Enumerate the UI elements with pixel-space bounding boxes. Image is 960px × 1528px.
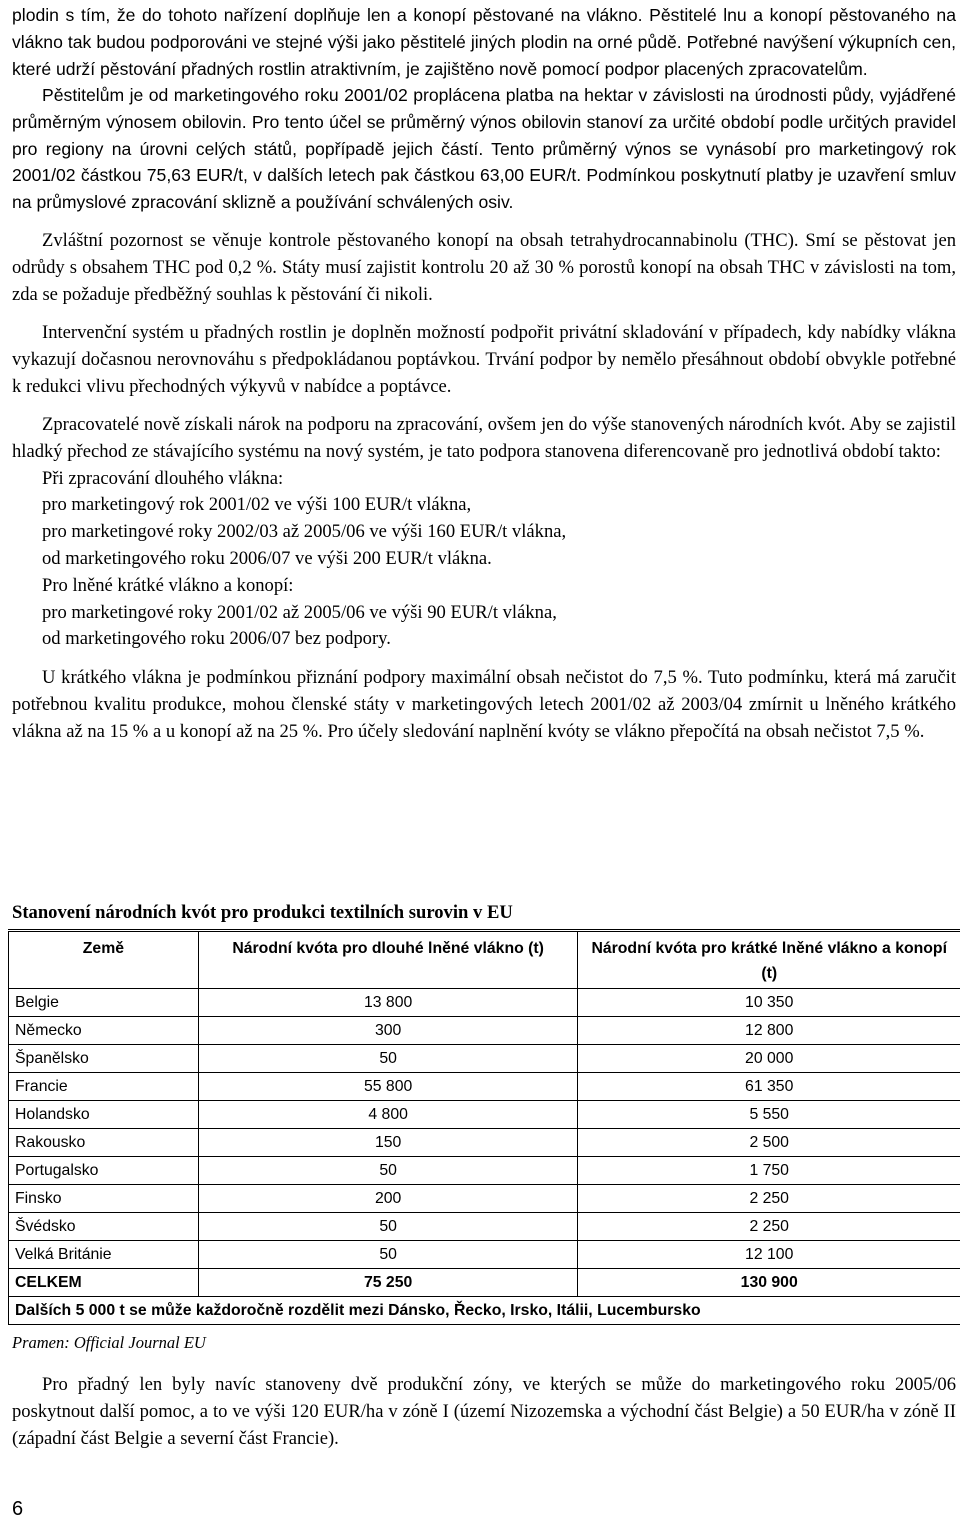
table-note: Dalších 5 000 t se může každoročně rozdělit mezi Dánsko, Řecko, Irsko, Itálii, Lucembursko bbox=[9, 1297, 960, 1325]
list-line: pro marketingové roky 2002/03 až 2005/06 ve výši 160 EUR/t vlákna, bbox=[42, 521, 567, 543]
cell-country: Belgie bbox=[9, 989, 199, 1017]
paragraph-short-fibre bbox=[12, 665, 956, 745]
table-source: Pramen: Official Journal EU bbox=[12, 1333, 206, 1352]
cell-short-fibre: 2 500 bbox=[578, 1129, 960, 1157]
header-long-fibre: Národní kvóta pro dlouhé lněné vlákno (t) bbox=[198, 931, 578, 989]
cell-short-fibre: 10 350 bbox=[578, 989, 960, 1017]
cell-short-fibre: 2 250 bbox=[578, 1185, 960, 1213]
header-short-fibre: Národní kvóta pro krátké lněné vlákno a konopí (t) bbox=[578, 931, 960, 989]
quota-table bbox=[8, 929, 960, 1325]
cell-total-short: 130 900 bbox=[578, 1269, 960, 1297]
cell-short-fibre: 2 250 bbox=[578, 1213, 960, 1241]
cell-short-fibre: 12 800 bbox=[578, 1017, 960, 1045]
paragraph-text: Pro přadný len byly navíc stanoveny dvě produkční zóny, ve kterých se může do marketingového roku 2005/06 poskytnout další pomoc, a to ve výši 120 EUR/ha v zóně I (území Nizozemska a východní část Belgie) a 50 EUR/ha v zóně II (západní část Belgie a severní část Francie). bbox=[12, 1374, 956, 1449]
cell-country: Německo bbox=[9, 1017, 199, 1045]
cell-country: Finsko bbox=[9, 1185, 199, 1213]
cell-country: Rakousko bbox=[9, 1129, 199, 1157]
cell-short-fibre: 61 350 bbox=[578, 1073, 960, 1101]
paragraph-processing bbox=[12, 412, 956, 653]
cell-country: Holandsko bbox=[9, 1101, 199, 1129]
cell-long-fibre: 4 800 bbox=[198, 1101, 578, 1129]
paragraph-text: Intervenční systém u přadných rostlin je doplněn možností podpořit privátní skladování v případech, kdy nabídky vlákna vykazují dočasnou nerovnováhu s předpokládanou poptávkou. Trvání podpor by nemělo přesáhnout období obvykle potřebné k redukci vlivu přechodných výkyvů v nabídce a poptávce. bbox=[12, 322, 956, 397]
table-row bbox=[9, 1101, 960, 1129]
list-line: od marketingového roku 2006/07 ve výši 200 EUR/t vlákna. bbox=[42, 547, 492, 569]
list-line: Při zpracování dlouhého vlákna: bbox=[42, 467, 284, 489]
cell-long-fibre: 55 800 bbox=[198, 1073, 578, 1101]
table-header-row bbox=[9, 931, 960, 989]
cell-country: Portugalsko bbox=[9, 1157, 199, 1185]
list-line: pro marketingový rok 2001/02 ve výši 100 EUR/t vlákna, bbox=[42, 494, 472, 516]
cell-country: Španělsko bbox=[9, 1045, 199, 1073]
cell-long-fibre: 300 bbox=[198, 1017, 578, 1045]
cell-long-fibre: 50 bbox=[198, 1241, 578, 1269]
paragraph-intro bbox=[12, 2, 956, 82]
cell-long-fibre: 200 bbox=[198, 1185, 578, 1213]
cell-country: Velká Británie bbox=[9, 1241, 199, 1269]
cell-long-fibre: 13 800 bbox=[198, 989, 578, 1017]
page-number: 6 bbox=[12, 1498, 24, 1520]
cell-short-fibre: 12 100 bbox=[578, 1241, 960, 1269]
cell-long-fibre: 50 bbox=[198, 1157, 578, 1185]
paragraph-thc bbox=[12, 228, 956, 308]
list-line: pro marketingové roky 2001/02 až 2005/06 ve výši 90 EUR/t vlákna, bbox=[42, 601, 557, 623]
cell-country: Švédsko bbox=[9, 1213, 199, 1241]
table-row bbox=[9, 1157, 960, 1185]
list-line: od marketingového roku 2006/07 bez podpory. bbox=[42, 628, 391, 650]
paragraph-text: Pěstitelům je od marketingového roku 2001/02 proplácena platba na hektar v závislosti na úrodnosti půdy, vyjádřené průměrným výnosem obilovin. Pro tento účel se průměrný výnos obilovin stanoví za určité období podle určitých pravidel pro regiony na úrovni celých států, popřípadě jejich částí. Tento průměrný výnos se vynásobí pro marketingový rok 2001/02 částkou 75,63 EUR/t, v dalších letech pak částkou 63,00 EUR/t. Podmínkou poskytnutí platby je uzavření smluv na průmyslové zpracování sklizně a používání schválených osiv. bbox=[12, 85, 956, 213]
paragraph-zones bbox=[12, 1372, 956, 1452]
header-country: Země bbox=[9, 931, 199, 989]
cell-short-fibre: 5 550 bbox=[578, 1101, 960, 1129]
table-total-row bbox=[9, 1269, 960, 1297]
paragraph-intervention bbox=[12, 320, 956, 400]
paragraph-text: Zpracovatelé nově získali nárok na podporu na zpracování, ovšem jen do výše stanovených národních kvót. Aby se zajistil hladký přechod ze stávajícího systému na nový systém, je tato podpora stanovena diferencovaně pro jednotlivá období takto: bbox=[12, 414, 956, 462]
cell-total-long: 75 250 bbox=[198, 1269, 578, 1297]
paragraph-text: U krátkého vlákna je podmínkou přiznání podpory maximální obsah nečistot do 7,5 %. Tuto podmínku, která má zaručit potřebnou kvalitu produkce, mohou členské státy v marketingových letech 2001/02 až 2003/04 zmírnit u lněného krátkého vlákna až na 15 % a u konopí až na 25 %. Pro účely sledování naplnění kvóty se vlákno přepočítá na obsah nečistot 7,5 %. bbox=[12, 667, 956, 742]
cell-short-fibre: 20 000 bbox=[578, 1045, 960, 1073]
cell-short-fibre: 1 750 bbox=[578, 1157, 960, 1185]
cell-total-label: CELKEM bbox=[9, 1269, 199, 1297]
cell-country: Francie bbox=[9, 1073, 199, 1101]
table-row bbox=[9, 1045, 960, 1073]
table-row bbox=[9, 1185, 960, 1213]
table-row bbox=[9, 1129, 960, 1157]
table-row bbox=[9, 1017, 960, 1045]
cell-long-fibre: 50 bbox=[198, 1213, 578, 1241]
table-row bbox=[9, 989, 960, 1017]
paragraph-payment bbox=[12, 82, 956, 216]
table-row bbox=[9, 1073, 960, 1101]
table-row bbox=[9, 1241, 960, 1269]
cell-long-fibre: 50 bbox=[198, 1045, 578, 1073]
paragraph-text: Zvláštní pozornost se věnuje kontrole pěstovaného konopí na obsah tetrahydrocannabinolu (THC). Smí se pěstovat jen odrůdy s obsahem THC pod 0,2 %. Státy musí zajistit kontrolu 20 až 30 % porostů konopí na obsah THC v závislosti na tom, zda se požaduje předběžný souhlas k pěstování či nikoli. bbox=[12, 230, 956, 305]
table-title: Stanovení národních kvót pro produkci textilních surovin v EU bbox=[12, 902, 513, 923]
paragraph-text: plodin s tím, že do tohoto nařízení doplňuje len a konopí pěstované na vlákno. Pěstitelé lnu a konopí pěstovaného na vlákno tak budou podporováni ve stejné výši jako pěstitelé jiných plodin na orné půdě. Potřebné navýšení výkupních cen, které udrží pěstování přadných rostlin atraktivním, je zajištěno nově pomocí podpor placených zpracovatelům. bbox=[12, 5, 956, 79]
table-row bbox=[9, 1213, 960, 1241]
table-note-row bbox=[9, 1297, 960, 1325]
list-line: Pro lněné krátké vlákno a konopí: bbox=[42, 574, 294, 596]
cell-long-fibre: 150 bbox=[198, 1129, 578, 1157]
